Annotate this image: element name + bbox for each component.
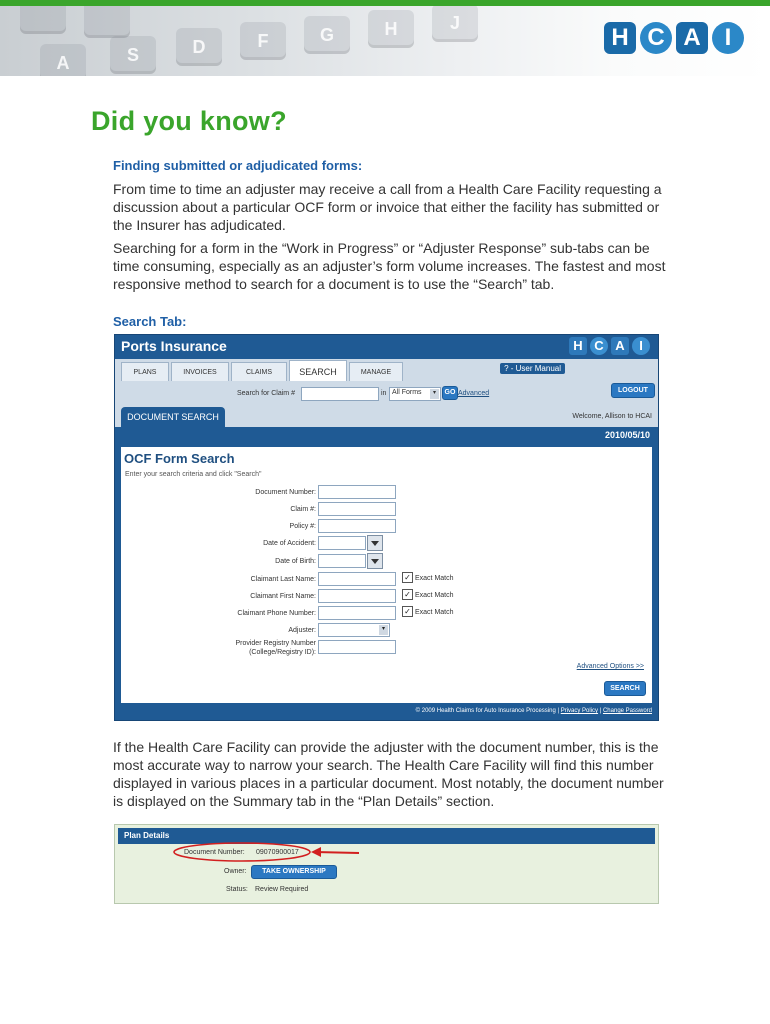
exact-match-label: Exact Match: [415, 592, 454, 599]
provider-label-2: (College/Registry ID):: [249, 649, 316, 656]
logo-letter: I: [712, 22, 744, 54]
paragraph-3: If the Health Care Facility can provide the adjuster with the document number, this is the most accurate way to narrow your search. The Health Care Facility will find this number displayed in various places in a particular document. Most notably, the document number is displayed on the Summary tab in the “Plan Details” section.: [113, 739, 664, 809]
claim-input[interactable]: [318, 502, 396, 516]
user-manual-link[interactable]: ? - User Manual: [500, 363, 565, 374]
in-label: in: [381, 390, 387, 397]
tab-search[interactable]: SEARCH: [289, 360, 347, 382]
current-date: 2010/05/10: [604, 430, 650, 440]
keyboard-key: F: [240, 22, 286, 60]
ocf-form-search-panel: [121, 447, 652, 703]
chevron-down-icon: ▾: [430, 389, 439, 399]
first-name-label: Claimant First Name:: [250, 593, 316, 600]
hcai-mini-logo: [569, 337, 650, 355]
privacy-link[interactable]: Privacy Policy: [560, 708, 599, 714]
arrow-head: [311, 847, 321, 857]
search-claim-label: Search for Claim #: [237, 390, 295, 397]
status-value: Review Required: [255, 886, 309, 893]
keyboard-key: H: [368, 10, 414, 48]
exact-match-label: Exact Match: [415, 609, 454, 616]
form-title: OCF Form Search: [124, 451, 235, 466]
policy-input[interactable]: [318, 519, 396, 533]
date-bar: [115, 427, 658, 445]
search-button[interactable]: SEARCH: [604, 681, 646, 696]
doc-number-label: Document Number:: [255, 489, 316, 496]
form-type-select[interactable]: [389, 387, 441, 401]
form-type-value: All Forms: [392, 389, 422, 396]
search-claim-input[interactable]: [301, 387, 379, 401]
highlight-ellipse: [174, 843, 310, 861]
claim-label: Claim #:: [290, 506, 316, 513]
welcome-text: Welcome, Allison to HCAI: [572, 413, 652, 420]
doc-number-value: 09070900017: [256, 849, 299, 856]
highlight-annotation: [115, 825, 658, 903]
arrow-line: [315, 852, 359, 853]
provider-label: Provider Registry Number: [235, 640, 316, 647]
accident-date-label: Date of Accident:: [263, 540, 316, 547]
logout-button[interactable]: LOGOUT: [611, 383, 655, 398]
owner-label: Owner:: [224, 868, 247, 875]
accident-date-input[interactable]: [318, 536, 366, 550]
provider-input[interactable]: [318, 640, 396, 654]
birth-date-input[interactable]: [318, 554, 366, 568]
exact-match-label: Exact Match: [415, 575, 454, 582]
doc-number-label: Document Number:: [184, 849, 245, 856]
tab-claims[interactable]: CLAIMS: [231, 362, 287, 382]
change-password-link[interactable]: Change Password: [602, 708, 652, 714]
first-name-input[interactable]: [318, 589, 396, 603]
logo-letter: I: [632, 337, 650, 355]
section-title-finding: Finding submitted or adjudicated forms:: [113, 158, 363, 173]
last-name-input[interactable]: [318, 572, 396, 586]
plan-details-title: Plan Details: [124, 831, 170, 840]
company-name: Ports Insurance: [121, 338, 227, 354]
form-hint: Enter your search criteria and click "Search": [125, 471, 262, 478]
footer-text: © 2009 Health Claims for Auto Insurance Processing | Privacy Policy | Change Password: [415, 708, 652, 714]
calendar-dropdown-icon[interactable]: [367, 535, 383, 551]
exact-match-checkbox[interactable]: ✓: [402, 572, 413, 583]
keyboard-key: S: [110, 36, 156, 74]
section-title-search-tab: Search Tab:: [113, 314, 187, 329]
logo-letter: A: [611, 337, 629, 355]
chevron-down-icon: ▾: [379, 625, 388, 635]
exact-match-checkbox[interactable]: ✓: [402, 606, 413, 617]
screenshot-footer: [115, 704, 658, 720]
phone-label: Claimant Phone Number:: [237, 610, 316, 617]
logo-letter: C: [640, 22, 672, 54]
take-ownership-button[interactable]: TAKE OWNERSHIP: [251, 865, 337, 879]
header-banner: [0, 6, 770, 76]
footer-copyright: © 2009 Health Claims for Auto Insurance Processing |: [415, 708, 560, 714]
screenshot-header: [115, 335, 658, 359]
adjuster-select[interactable]: [318, 623, 390, 637]
go-button[interactable]: GO: [442, 386, 458, 400]
logo-letter: A: [676, 22, 708, 54]
tab-manage[interactable]: MANAGE: [349, 362, 403, 382]
hcai-logo: [604, 22, 744, 54]
exact-match-checkbox[interactable]: ✓: [402, 589, 413, 600]
plan-details-screenshot: [114, 824, 659, 904]
logo-letter: H: [569, 337, 587, 355]
adjuster-label: Adjuster:: [288, 627, 316, 634]
search-row: [115, 381, 658, 407]
tabs-row: [115, 359, 658, 381]
calendar-dropdown-icon[interactable]: [367, 553, 383, 569]
keyboard-key: D: [176, 28, 222, 66]
keyboard-key: [84, 6, 130, 38]
keyboard-key: G: [304, 16, 350, 54]
search-tab-screenshot: [114, 334, 659, 721]
advanced-options-link[interactable]: Advanced Options >>: [576, 663, 644, 670]
tab-document-search[interactable]: DOCUMENT SEARCH: [121, 407, 225, 427]
page-heading: Did you know?: [91, 106, 287, 136]
last-name-label: Claimant Last Name:: [250, 576, 316, 583]
keyboard-key: J: [432, 6, 478, 42]
policy-label: Policy #:: [289, 523, 316, 530]
advanced-link[interactable]: Advanced: [458, 390, 490, 397]
phone-input[interactable]: [318, 606, 396, 620]
tab-invoices[interactable]: INVOICES: [171, 362, 229, 382]
logo-letter: H: [604, 22, 636, 54]
keyboard-key: A: [40, 44, 86, 76]
paragraph-2: Searching for a form in the “Work in Progress” or “Adjuster Response” sub-tabs can be time consuming, especially as an adjuster’s form volume increases. The fastest and most responsive method to search for a document is to use the “Search” tab.: [113, 240, 666, 292]
doc-number-input[interactable]: [318, 485, 396, 499]
birth-date-label: Date of Birth:: [275, 558, 316, 565]
document-search-bar: [115, 407, 658, 427]
logo-letter: C: [590, 337, 608, 355]
keyboard-key: [20, 6, 66, 34]
paragraph-1: From time to time an adjuster may receive a call from a Health Care Facility requesting a discussion about a particular OCF form or invoice that either the facility has submitted or the Insurer has adjudicated.: [113, 181, 662, 233]
status-label: Status:: [226, 886, 248, 893]
tab-plans[interactable]: PLANS: [121, 362, 169, 382]
